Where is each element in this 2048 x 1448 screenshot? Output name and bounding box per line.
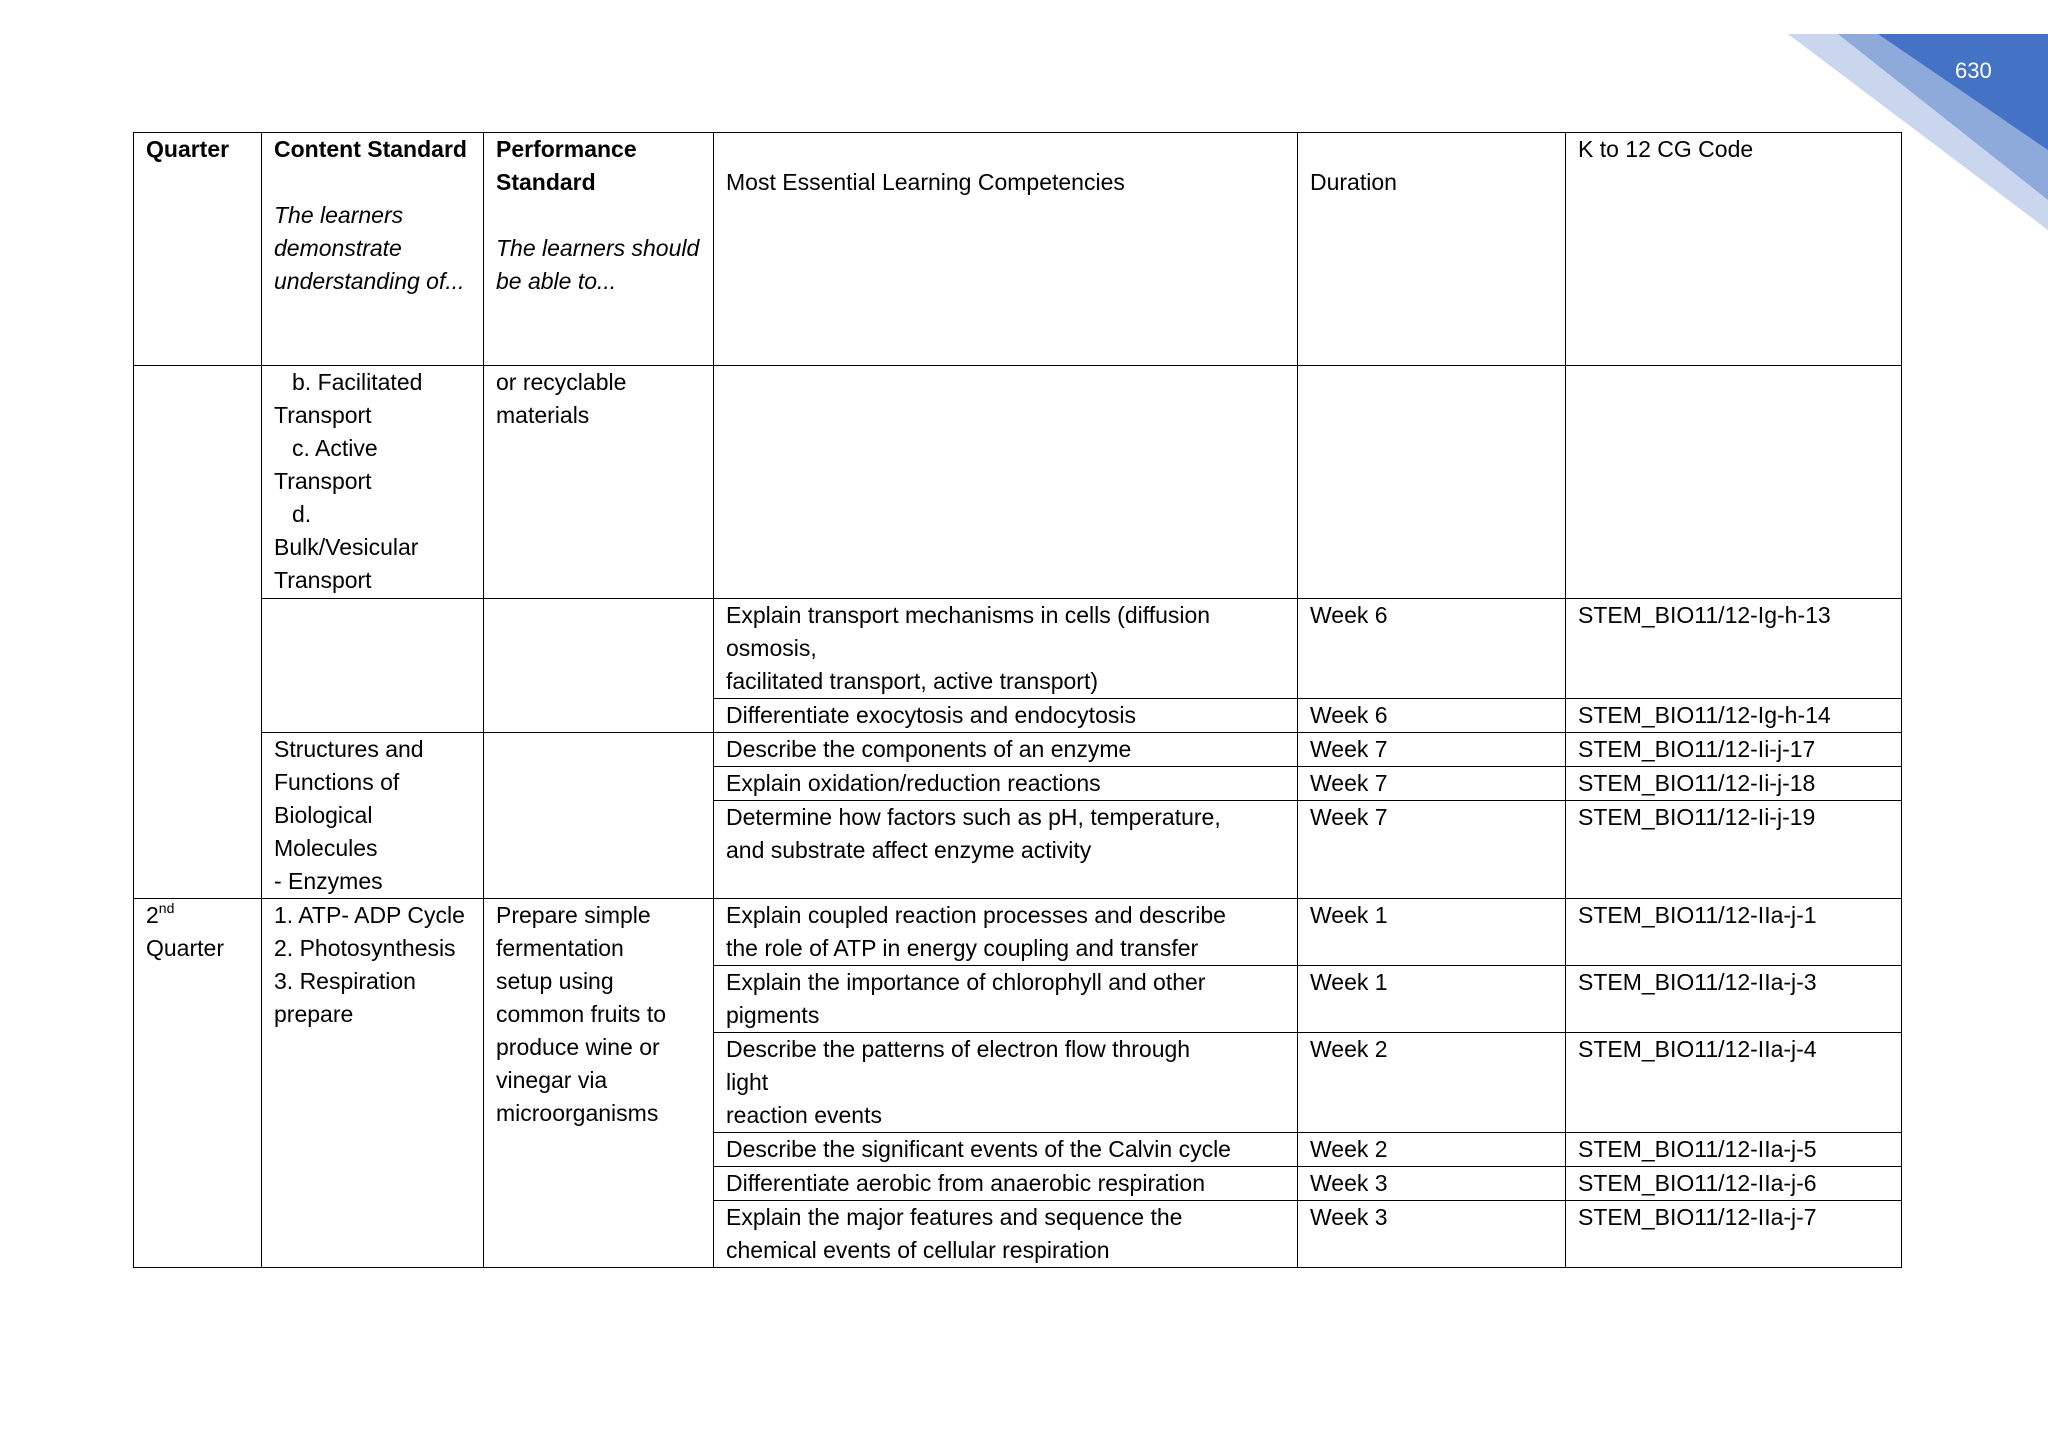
performance-standard-cell: or recyclable materials (484, 366, 714, 599)
code-cell: STEM_BIO11/12-IIa-j-1 (1566, 899, 1902, 966)
header-performance-standard: Performance Standard The learners should be able to... (484, 133, 714, 366)
melc-cell: Explain oxidation/reduction reactions (714, 767, 1298, 801)
melc-cell (714, 366, 1298, 599)
melc-cell: Determine how factors such as pH, temperature, and substrate affect enzyme activity (714, 801, 1298, 899)
code-cell: STEM_BIO11/12-IIa-j-4 (1566, 1033, 1902, 1133)
code-cell: STEM_BIO11/12-Ig-h-13 (1566, 599, 1902, 699)
performance-standard-cell: Prepare simple fermentation setup using common fruits to produce wine or vinegar via microorganisms (484, 899, 714, 1268)
content-standard-cell: 1. ATP- ADP Cycle 2. Photosynthesis 3. Respiration prepare (262, 899, 484, 1268)
duration-cell: Week 6 (1298, 599, 1566, 699)
duration-cell: Week 7 (1298, 733, 1566, 767)
duration-cell: Week 1 (1298, 966, 1566, 1033)
header-row (134, 133, 1902, 366)
duration-cell: Week 2 (1298, 1033, 1566, 1133)
duration-cell: Week 2 (1298, 1133, 1566, 1167)
content-standard-cell: Structures and Functions of Biological Molecules - Enzymes (262, 733, 484, 899)
table-row (134, 733, 1902, 767)
performance-standard-cell (484, 599, 714, 733)
table-row (134, 899, 1902, 966)
duration-cell (1298, 366, 1566, 599)
code-cell: STEM_BIO11/12-Ii-j-18 (1566, 767, 1902, 801)
table-row (134, 599, 1902, 699)
melc-cell: Describe the components of an enzyme (714, 733, 1298, 767)
melc-cell: Differentiate aerobic from anaerobic respiration (714, 1167, 1298, 1201)
header-quarter: Quarter (134, 133, 262, 366)
curriculum-table (133, 132, 1902, 1268)
melc-cell: Explain coupled reaction processes and describe the role of ATP in energy coupling and transfer (714, 899, 1298, 966)
duration-cell: Week 7 (1298, 767, 1566, 801)
code-cell: STEM_BIO11/12-IIa-j-7 (1566, 1201, 1902, 1268)
duration-cell: Week 3 (1298, 1201, 1566, 1268)
melc-cell: Describe the patterns of electron flow through light reaction events (714, 1033, 1298, 1133)
duration-cell: Week 7 (1298, 801, 1566, 899)
content-standard-cell: b. Facilitated Transport c. Active Transport d. Bulk/Vesicular Transport (262, 366, 484, 599)
melc-cell: Explain the importance of chlorophyll and other pigments (714, 966, 1298, 1033)
duration-cell: Week 1 (1298, 899, 1566, 966)
melc-cell: Explain transport mechanisms in cells (diffusion osmosis, facilitated transport, active transport) (714, 599, 1298, 699)
header-melc: Most Essential Learning Competencies (714, 133, 1298, 366)
code-cell: STEM_BIO11/12-IIa-j-6 (1566, 1167, 1902, 1201)
quarter-cell (134, 366, 262, 899)
melc-cell: Differentiate exocytosis and endocytosis (714, 699, 1298, 733)
quarter-cell: 2nd Quarter (134, 899, 262, 1268)
code-cell: STEM_BIO11/12-Ii-j-19 (1566, 801, 1902, 899)
melc-cell: Describe the significant events of the Calvin cycle (714, 1133, 1298, 1167)
header-code: K to 12 CG Code (1566, 133, 1902, 366)
page-number: 630 (1955, 58, 1992, 83)
code-cell: STEM_BIO11/12-Ig-h-14 (1566, 699, 1902, 733)
duration-cell: Week 6 (1298, 699, 1566, 733)
table-row (134, 366, 1902, 599)
code-cell: STEM_BIO11/12-Ii-j-17 (1566, 733, 1902, 767)
code-cell: STEM_BIO11/12-IIa-j-3 (1566, 966, 1902, 1033)
performance-standard-cell (484, 733, 714, 899)
code-cell: STEM_BIO11/12-IIa-j-5 (1566, 1133, 1902, 1167)
content-standard-cell (262, 599, 484, 733)
melc-cell: Explain the major features and sequence the chemical events of cellular respiration (714, 1201, 1298, 1268)
header-content-standard: Content Standard The learners demonstrate understanding of... (262, 133, 484, 366)
header-duration: Duration (1298, 133, 1566, 366)
duration-cell: Week 3 (1298, 1167, 1566, 1201)
code-cell (1566, 366, 1902, 599)
